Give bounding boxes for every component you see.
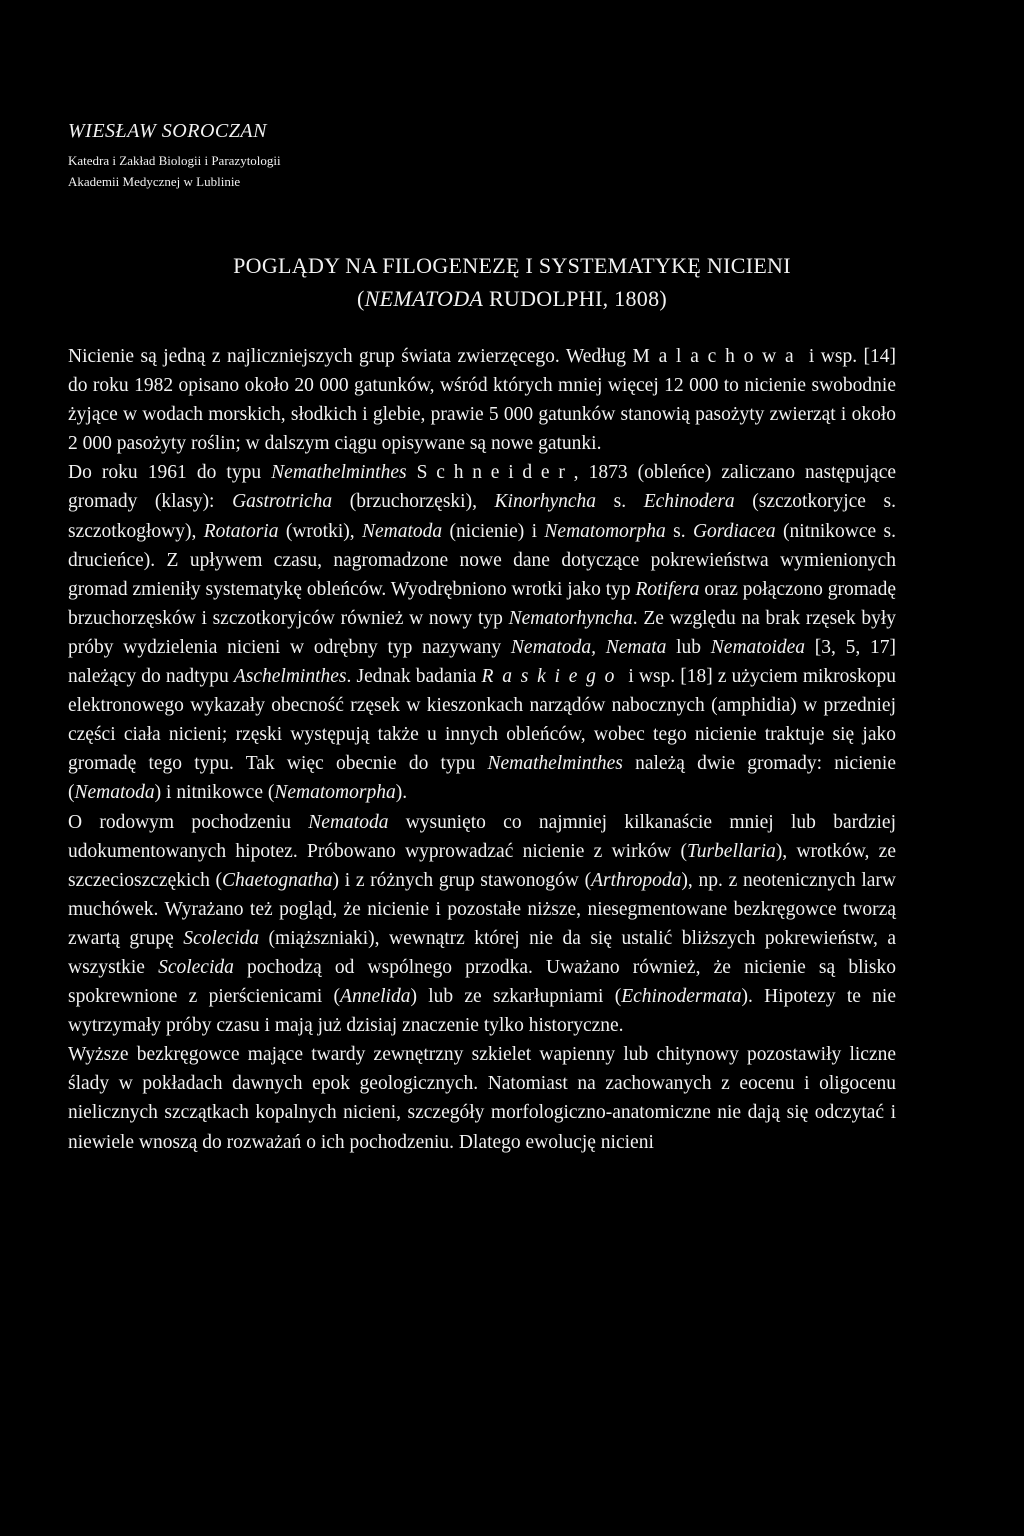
text-run: ) i nitnikowce ( bbox=[154, 782, 275, 804]
paragraph bbox=[68, 458, 896, 807]
text-run: . Jednak badania bbox=[346, 666, 482, 688]
text-run: ). Hipotezy te nie wytrzymały próby czasu i mają już dzisiaj znaczenie tylko historyczne. bbox=[68, 986, 896, 1037]
taxon-name: Chaetognatha bbox=[222, 869, 333, 891]
taxon-name: Kinorhyncha bbox=[494, 491, 597, 513]
author-citation: Malachowa bbox=[632, 346, 803, 367]
text-run: lub bbox=[666, 636, 711, 658]
taxon-name: Gordiacea bbox=[692, 520, 776, 542]
text-run: ), np. z neotenicznych larw muchówek. Wyrażano też pogląd, że nicienie i pozostałe niższe, niesegmentowane bezkręgowce tworzą zwartą grupę bbox=[68, 869, 897, 949]
text-run: (szczotkoryjce s. szczotkogłowy), bbox=[68, 491, 897, 542]
taxon-name: Scolecida bbox=[183, 927, 260, 949]
text-run: ) i z różnych grup stawonogów ( bbox=[332, 869, 592, 891]
taxon-name: Nematoda bbox=[308, 811, 389, 833]
taxon-name: Nematorhyncha bbox=[508, 607, 633, 629]
taxon-name: Nemathelminthes bbox=[487, 753, 623, 775]
taxon-name: Nemathelminthes bbox=[271, 462, 407, 484]
text-run: ), wrotków, ze szczecioszczękich ( bbox=[68, 840, 896, 891]
text-run: należą dwie gromady: nicienie ( bbox=[68, 753, 896, 804]
author-citation: Schneider bbox=[416, 462, 574, 484]
taxon-name: Nematoda bbox=[362, 520, 443, 542]
text-run: , 1873 (obleńce) zaliczano następujące gromady (klasy): bbox=[68, 462, 897, 513]
author-name: WIESŁAW SOROCZAN bbox=[68, 120, 267, 142]
taxon-name: Gastrotricha bbox=[232, 491, 333, 513]
text-run: s. bbox=[665, 520, 693, 542]
text-run: s. bbox=[596, 491, 644, 513]
taxon-name: Echinodermata bbox=[621, 986, 742, 1008]
taxon-name: Aschelminthes bbox=[233, 666, 347, 688]
text-run: . Ze względu na brak rzęsek były próby wydzielenia nicieni w odrębny typ nazywany bbox=[68, 607, 896, 658]
text-run: Do roku 1961 do typu bbox=[68, 462, 272, 484]
title-authority: RUDOLPHI, 1808) bbox=[483, 286, 667, 311]
title-paren-open: ( bbox=[356, 286, 365, 311]
taxon-name: Rotifera bbox=[635, 578, 700, 600]
taxon-name: Nematoda, Nemata bbox=[510, 636, 667, 658]
article-title-line2 bbox=[0, 286, 1024, 312]
text-run: i wsp. [14] do roku 1982 opisano około 20 000 gatunków, wśród których mniej więcej 12 000 to nicienie swobodnie żyjące w wodach morskich, słodkich i glebie, prawie 5 000 gatunków stanowią pasożyty zwierząt i około 2 000 pasożyty roślin; w dalszym ciągu opisywane są nowe gatunki. bbox=[68, 346, 897, 455]
author-citation: Raskiego bbox=[481, 666, 624, 688]
text-run: wysunięto co najmniej kilkanaście mniej lub bardziej udokumentowanych hipotez. Próbowano wyprowadzać nicienie z wirków ( bbox=[68, 811, 896, 862]
text-run: O rodowym pochodzeniu bbox=[68, 811, 309, 833]
taxon-name: Echinodera bbox=[643, 491, 735, 513]
taxon-name: Rotatoria bbox=[203, 520, 279, 542]
taxon-name: Turbellaria bbox=[686, 840, 776, 862]
title-taxon-name: NEMATODA bbox=[364, 286, 484, 311]
text-run: (wrotki), bbox=[278, 520, 362, 542]
text-run: (nitnikowce s. drucieńce). Z upływem czasu, nagromadzone nowe dane dotyczące pokrewieństwa wymienionych gromad zmieniły systematykę obleńców. Wyodrębniono wrotki jako typ bbox=[68, 520, 896, 600]
text-run: (nicienie) i bbox=[442, 520, 545, 542]
text-run: [3, 5, 17] należący do nadtypu bbox=[68, 636, 896, 688]
article-title-line1: POGLĄDY NA FILOGENEZĘ I SYSTEMATYKĘ NICIENI bbox=[233, 253, 791, 278]
text-run: ). bbox=[395, 782, 408, 804]
taxon-name: Arthropoda bbox=[591, 869, 682, 891]
taxon-name: Nematoidea bbox=[710, 636, 806, 658]
taxon-name: Nematoda bbox=[74, 782, 155, 804]
text-run bbox=[407, 462, 417, 483]
text-run: ) lub ze szkarłupniami ( bbox=[410, 986, 622, 1008]
text-run: (brzuchorzęski), bbox=[332, 491, 495, 513]
paragraph bbox=[68, 1040, 896, 1156]
taxon-name: Nematomorpha bbox=[274, 782, 396, 804]
affiliation-department: Katedra i Zakład Biologii i Parazytologii bbox=[68, 153, 281, 168]
taxon-name: Scolecida bbox=[158, 956, 234, 978]
text-run: pochodzą od wspólnego przodka. Uważano również, że nicienie są blisko spokrewnione z pierścienicami ( bbox=[68, 956, 896, 1008]
taxon-name: Nematomorpha bbox=[544, 520, 666, 542]
paragraph bbox=[68, 808, 896, 1041]
text-run: (miąższniaki), wewnątrz której nie da się ustalić bliższych pokrewieństw, a wszystkie bbox=[68, 927, 897, 978]
text-run: Nicienie są jedną z najliczniejszych grup świata zwierzęcego. Według bbox=[68, 346, 633, 367]
text-run: oraz połączono gromadę brzuchorzęsków i szczotkoryjców również w nowy typ bbox=[68, 578, 896, 629]
text-run: i wsp. [18] z użyciem mikroskopu elektronowego wykazały obecność rzęsek w kieszonkach narządów nabocznych (amphidia) w przedniej części ciała nicieni; rzęski występują także u innych obleńców, wobec tego nicienie traktuje się jako gromadę tego typu. Tak więc obecnie do typu bbox=[68, 666, 896, 775]
text-run: Wyższe bezkręgowce mające twardy zewnętrzny szkielet wapienny lub chitynowy pozostawiły liczne ślady w pokładach dawnych epok geologicznych. Natomiast na zachowanych z eocenu i oligocenu nielicznych szczątkach kopalnych nicieni, szczegóły morfologiczno-anatomiczne nie dają się odczytać i niewiele wnoszą do rozważań o ich pochodzeniu. Dlatego ewolucję nicieni bbox=[68, 1044, 896, 1153]
taxon-name: Annelida bbox=[340, 986, 411, 1008]
affiliation-institution: Akademii Medycznej w Lublinie bbox=[68, 174, 241, 189]
article-body bbox=[68, 342, 896, 1157]
paragraph bbox=[68, 342, 896, 458]
